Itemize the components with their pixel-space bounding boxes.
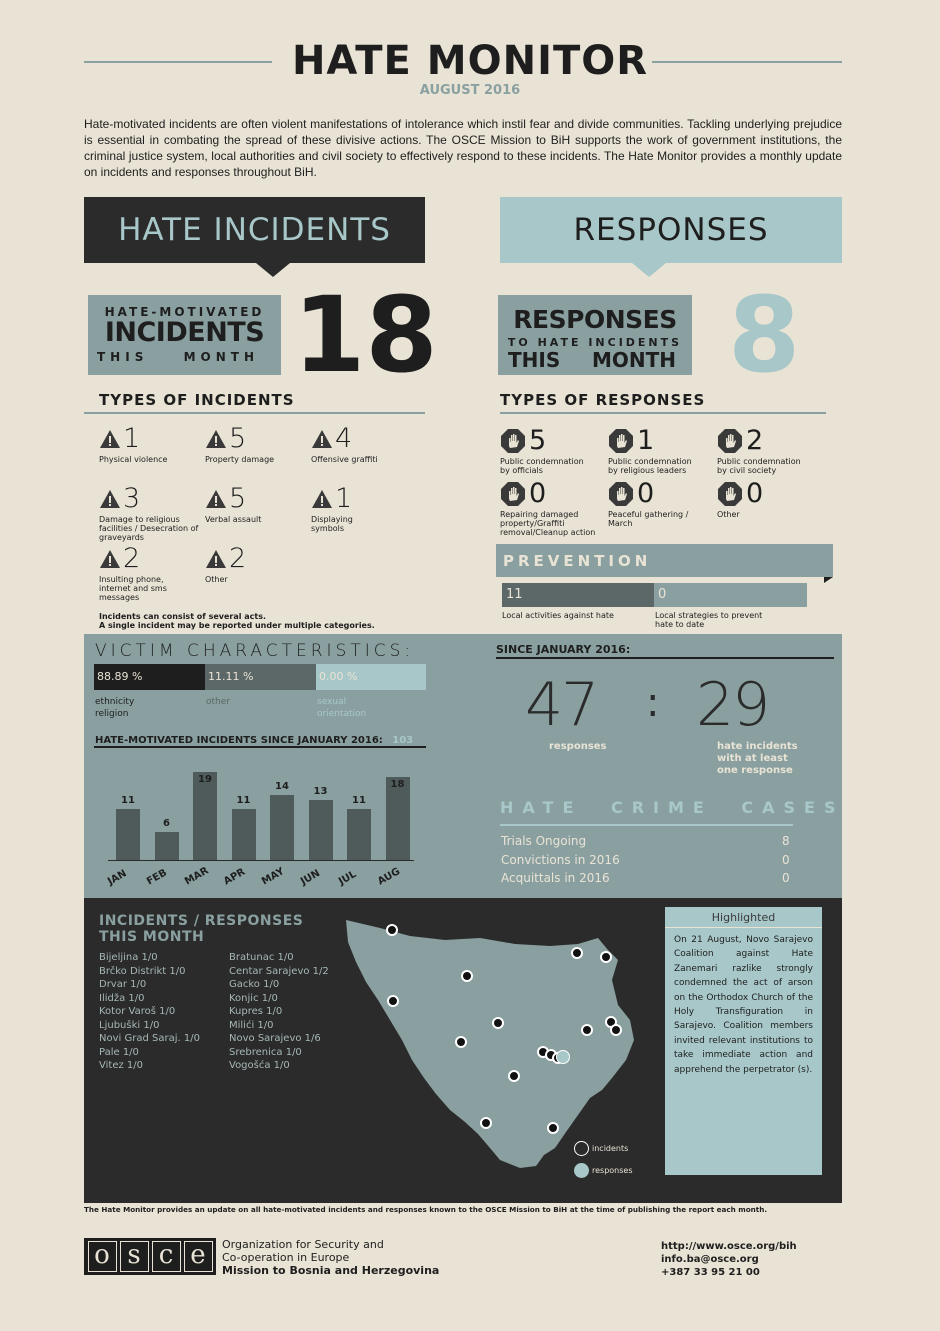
incident-type-label: Damage to religious facilities / Desecration of graveyards [99,515,199,542]
incident-type-item [99,485,199,542]
warning-icon [99,489,121,509]
response-type-row [500,480,610,508]
org-line-2: Co-operation in Europe [222,1251,350,1264]
responses-box-this: THIS [508,348,561,372]
incident-marker [492,1017,504,1029]
chart-bar [232,809,256,860]
incident-type-row [205,545,305,573]
city-list-item: Gacko 1/0 [229,979,280,990]
highlighted-heading: Highlighted [711,911,776,924]
chart-title-text: HATE-MOTIVATED INCIDENTS SINCE JANUARY 2016: [95,735,383,746]
warning-icon [311,489,333,509]
incidents-box-top: HATE-MOTIVATED [104,305,265,319]
stop-hand-icon [717,481,743,507]
incident-type-count: 2 [123,543,141,574]
city-list-item: Brčko Distrikt 1/0 [99,965,186,977]
response-type-count: 0 [746,478,764,509]
legend-responses-label: responses [592,1166,633,1175]
osce-logo-letter: o [88,1241,117,1272]
responses-count: 8 [728,274,801,396]
victim-seg-2-label: sexual orientation [317,697,367,719]
chart-value-label: 11 [121,795,135,807]
incident-type-item [205,545,305,584]
highlighted-text: On 21 August, Novo Sarajevo Coalition against Hate Zanemari razlike strongly condemned the act of arson on the Orthodox Church of the Holy Transfiguration in Sarajevo. Coalition members invited relevant institutions to take immediate action and apprehend the perpetrator (s). [674,935,813,1075]
hate-crime-rule [500,824,793,826]
chart-total: 103 [392,735,414,746]
footer-note: The Hate Monitor provides an update on all hate-motivated incidents and responses known to the OSCE Mission to BiH at the time of publishing the report each month. [84,1205,768,1214]
city-list-item: Ilidža 1/0 [99,992,145,1004]
incident-type-label: Physical violence [99,455,168,464]
hate-crime-row-label: Acquittals in 2016 [501,871,610,885]
response-type-row [717,427,827,455]
response-type-item [500,480,610,537]
hate-crime-heading: HATE CRIME CASES [500,798,845,817]
victim-seg-1-label: other [206,697,230,707]
osce-logo-letter: s [120,1241,149,1272]
footer-url[interactable]: http://www.osce.org/bih [661,1241,797,1252]
response-type-label: Public condemnation by civil society [717,457,801,475]
highlighted-rule [665,927,822,928]
hate-crime-row-label: Trials Ongoing [501,834,587,848]
chart-category-label: JAN [106,868,129,888]
incident-type-row [99,425,199,453]
local-activities-value: 11 [506,587,523,602]
incident-type-label: Other [205,575,228,584]
city-list-item: Kupres 1/0 [229,1006,283,1017]
response-type-row [717,480,827,508]
monthly-incidents-chart [100,760,430,895]
responses-heading-pointer [632,263,666,277]
chart-category-label: FEB [144,867,169,888]
incident-type-count: 1 [335,483,353,514]
chart-bar [270,795,294,860]
org-line-1: Organization for Security and [222,1238,384,1251]
since-jan-responses-value: 47 [525,670,598,740]
response-type-count: 0 [529,478,547,509]
response-type-count: 0 [637,478,655,509]
incidents-box-month: MONTH [183,350,259,364]
response-marker [556,1050,570,1064]
incident-type-item [205,485,305,524]
warning-icon [99,549,121,569]
city-list-item: Novi Grad Saraj. 1/0 [99,1033,200,1044]
since-jan-incidents-label: hate incidents with at least one response [717,741,798,776]
incidents-count-box [88,295,281,375]
response-type-row [608,480,718,508]
page-title: HATE MONITOR [291,38,649,84]
victim-heading: VICTIM CHARACTERISTICS: [95,641,415,661]
stop-hand-icon [608,481,634,507]
response-type-row [500,427,610,455]
local-activities-label: Local activities against hate [502,611,614,620]
intro-paragraph: Hate-motivated incidents are often violent manifestations of intolerance which instil fear and divide communities. Tackling underlying prejudice is essential in combating the spread of these divisive actions. The OSCE Mission to BiH supports the work of government institutions, the criminal justice system, local authorities and civil society to effectively respond to these incidents. The Hate Monitor provides a monthly update on incidents and responses throughout BiH. [84,117,842,179]
responses-box-mid: TO HATE INCIDENTS [507,336,683,349]
city-list-1 [99,951,229,1073]
chart-value-label: 11 [236,795,251,807]
incident-marker [461,970,473,982]
responses-box-month: MONTH [591,348,676,372]
incident-type-count: 3 [123,483,141,514]
types-of-responses-heading: TYPES OF RESPONSES [500,391,706,409]
victim-seg-1-value: 11.11 % [208,670,254,683]
chart-title-rule [94,746,426,748]
incident-marker [480,1117,492,1129]
city-list-item: Pale 1/0 [99,1046,139,1058]
response-type-item [717,480,827,519]
incident-type-row [205,425,305,453]
stop-hand-icon [500,481,526,507]
city-list-item: Vitez 1/0 [99,1060,143,1071]
prevention-heading: PREVENTION [503,552,652,570]
incidents-heading: HATE INCIDENTS [84,197,425,263]
osce-logo-letter: c [152,1241,181,1272]
response-type-label: Other [717,510,740,519]
map-heading-1: INCIDENTS / RESPONSES [99,913,304,929]
chart-value-label: 19 [198,774,212,785]
city-list-item: Bijeljina 1/0 [99,952,158,963]
incidents-note-2: A single incident may be reported under multiple categories. [99,621,375,630]
org-line-3: Mission to Bosnia and Herzegovina [222,1264,440,1277]
chart-title [95,735,413,746]
page-subtitle: AUGUST 2016 [419,83,521,98]
stop-hand-icon [717,428,743,454]
city-list-item: Bratunac 1/0 [229,952,294,963]
hate-crime-row-value: 0 [782,871,790,885]
warning-icon [311,429,333,449]
legend-responses-swatch [574,1163,589,1178]
hate-crime-row-value: 0 [782,852,790,867]
incident-type-label: Displaying symbols [311,515,353,533]
since-jan-responses-label: responses [549,741,607,752]
chart-category-label: MAR [183,865,211,888]
incident-type-item [205,425,305,464]
response-type-count: 1 [637,425,655,456]
incident-type-item [99,425,199,464]
incidents-note-1: Incidents can consist of several acts. [99,612,267,621]
since-jan-separator: : [646,680,660,726]
chart-value-label: 18 [390,778,405,790]
incidents-count: 18 [293,274,438,396]
incident-type-count: 4 [335,423,353,454]
victim-seg-0-label: ethnicity religion [95,697,135,719]
hate-crime-row-value: 8 [782,834,790,848]
osce-logo [84,1238,216,1275]
chart-category-label: JUN [298,867,322,888]
incident-marker [508,1070,520,1082]
incident-type-row [99,485,199,513]
response-type-label: Repairing damaged property/Graffiti removal/Cleanup action [500,510,596,537]
incident-marker [610,1024,622,1036]
incident-marker [455,1036,467,1048]
response-type-label: Public condemnation by religious leaders [608,457,692,475]
chart-baseline [108,860,414,861]
osce-logo-letter: e [184,1241,213,1272]
incident-type-label: Verbal assault [205,515,262,524]
incidents-box-mid: INCIDENTS [104,317,265,348]
city-list-item: Milići 1/0 [229,1019,274,1031]
incident-type-row [99,545,199,573]
city-list-item: Drvar 1/0 [99,979,147,990]
response-type-row [608,427,718,455]
incident-marker [387,995,399,1007]
incident-type-count: 5 [229,423,247,454]
footer-phone: +387 33 95 21 00 [661,1267,760,1278]
local-strategies-bar [654,583,807,607]
since-january-heading: SINCE JANUARY 2016: [496,643,631,656]
incident-marker [386,924,398,936]
chart-bar [193,772,217,860]
map-country-shape [346,920,634,1168]
local-activities-bar [502,583,654,607]
response-type-label: Public condemnation by officials [500,457,584,475]
since-january-rule [496,657,834,659]
response-type-count: 5 [529,425,547,456]
city-list-item: Vogošća 1/0 [229,1060,290,1071]
victim-seg-0-value: 88.89 % [97,670,143,683]
response-type-item [608,480,718,528]
responses-box-top: RESPONSES [513,305,677,334]
local-strategies-value: 0 [658,587,667,602]
chart-category-label: AUG [375,866,402,888]
incidents-box-this: THIS [97,350,149,364]
warning-icon [205,429,227,449]
incident-marker [600,951,612,963]
types-of-incidents-rule [84,412,425,414]
city-list-item: Ljubuški 1/0 [99,1019,160,1031]
chart-value-label: 13 [313,785,328,797]
map-heading-2: THIS MONTH [99,929,205,945]
osce-logo-letters [88,1241,213,1272]
types-of-responses-rule [500,412,826,414]
footer-email[interactable]: info.ba@osce.org [661,1254,759,1265]
incident-type-item [311,425,411,464]
incident-marker [571,947,583,959]
hate-crime-row-label: Convictions in 2016 [501,852,620,867]
victim-seg-2-value: 0.00 % [319,670,358,683]
since-jan-incidents-value: 29 [696,670,769,740]
legend-incidents-label: incidents [592,1144,629,1153]
chart-bar [116,809,140,860]
response-type-item [717,427,827,475]
incident-type-item [99,545,199,602]
warning-icon [205,489,227,509]
chart-category-label: JUL [337,868,359,888]
types-of-incidents-heading: TYPES OF INCIDENTS [99,391,295,409]
highlighted-box [665,907,822,1175]
response-type-label: Peaceful gathering / March [608,510,689,528]
incident-type-row [311,485,411,513]
chart-bar [155,832,179,860]
response-type-count: 2 [746,425,764,456]
response-type-item [500,427,610,475]
stop-hand-icon [500,428,526,454]
city-list-item: Novo Sarajevo 1/6 [229,1033,321,1044]
prevention-fold [824,577,833,583]
city-list-item: Kotor Varoš 1/0 [99,1006,176,1017]
incident-type-count: 1 [123,423,141,454]
city-list-item: Centar Sarajevo 1/2 [229,965,329,977]
city-list-item: Srebrenica 1/0 [229,1046,302,1058]
city-list-item: Konjic 1/0 [229,992,278,1004]
incident-type-label: Insulting phone, internet and sms messages [99,575,167,602]
chart-value-label: 11 [352,795,366,807]
warning-icon [99,429,121,449]
local-strategies-label: Local strategies to prevent hate to date [655,611,763,629]
responses-heading: RESPONSES [500,197,842,263]
incident-type-row [311,425,411,453]
incident-marker [581,1024,593,1036]
legend-incidents-swatch [574,1141,589,1156]
incident-type-item [311,485,411,533]
chart-value-label: 14 [275,781,289,793]
warning-icon [205,549,227,569]
incidents-heading-pointer [256,263,290,277]
incident-type-count: 2 [229,543,247,574]
incident-type-count: 5 [229,483,247,514]
incident-type-row [205,485,305,513]
incident-type-label: Offensive graffiti [311,455,378,464]
response-type-item [608,427,718,475]
incident-marker [547,1122,559,1134]
chart-category-label: MAY [260,866,287,888]
stop-hand-icon [608,428,634,454]
responses-count-box [498,295,692,375]
incident-type-label: Property damage [205,455,275,464]
chart-bar [309,800,333,860]
prevention-banner [496,544,833,577]
chart-value-label: 6 [163,818,170,830]
chart-category-label: APR [221,866,247,888]
chart-bar [347,809,371,860]
